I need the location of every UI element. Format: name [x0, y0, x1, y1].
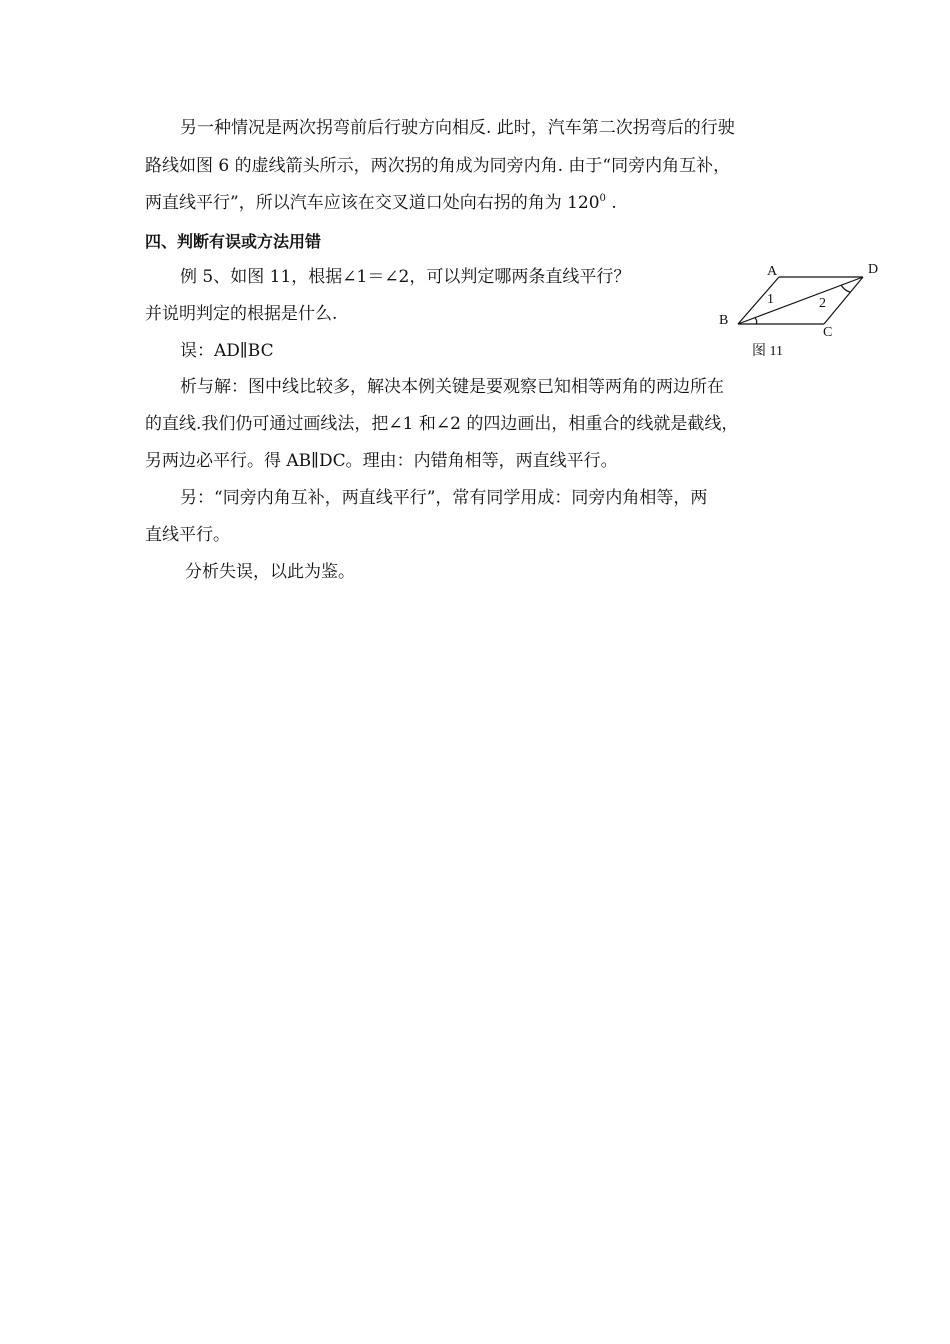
para1-line2: 路线如图 6 的虚线箭头所示，两次拐的角成为同旁内角. 由于“同旁内角互补， [145, 156, 731, 176]
para1-line3 [145, 192, 617, 214]
figure-11-diagram [700, 255, 900, 365]
degree-superscript: 0 [599, 193, 606, 204]
label-c: C [823, 325, 833, 340]
analysis-line1: 析与解：图中线比较多，解决本例关键是要观察已知相等两角的两边所在 [180, 377, 724, 397]
example5-line2: 并说明判定的根据是什么. [145, 304, 338, 324]
label-angle-1: 1 [767, 292, 774, 307]
closing-line: 分析失误，以此为鉴。 [185, 562, 355, 582]
label-angle-2: 2 [819, 296, 826, 311]
label-d: D [868, 262, 879, 277]
para1-line1: 另一种情况是两次拐弯前后行驶方向相反. 此时，汽车第二次拐弯后的行驶 [180, 118, 735, 138]
error-statement: 误：AD∥BC [180, 341, 274, 361]
label-a: A [767, 264, 778, 279]
analysis-line2: 的直线.我们仍可通过画线法，把∠1 和∠2 的四边画出，相重合的线就是截线， [145, 414, 739, 434]
para1-line3-end: . [605, 193, 617, 213]
angle-1-arc [755, 318, 757, 324]
angle-2-arc [841, 285, 850, 292]
para1-line3-text: 两直线平行”，所以汽车应该在交叉道口处向右拐的角为 120 [145, 193, 600, 213]
note-line1: 另：“同旁内角互补，两直线平行”，常有同学用成：同旁内角相等，两 [180, 488, 708, 508]
section-heading: 四、判断有误或方法用错 [145, 232, 322, 251]
example5-line1: 例 5、如图 11，根据∠1＝∠2，可以判定哪两条直线平行？ [180, 267, 631, 287]
label-b: B [719, 313, 729, 328]
figure-caption: 图 11 [752, 344, 783, 359]
note-line2: 直线平行。 [145, 525, 230, 545]
analysis-line3: 另两边必平行。得 AB∥DC。理由：内错角相等，两直线平行。 [145, 451, 618, 471]
